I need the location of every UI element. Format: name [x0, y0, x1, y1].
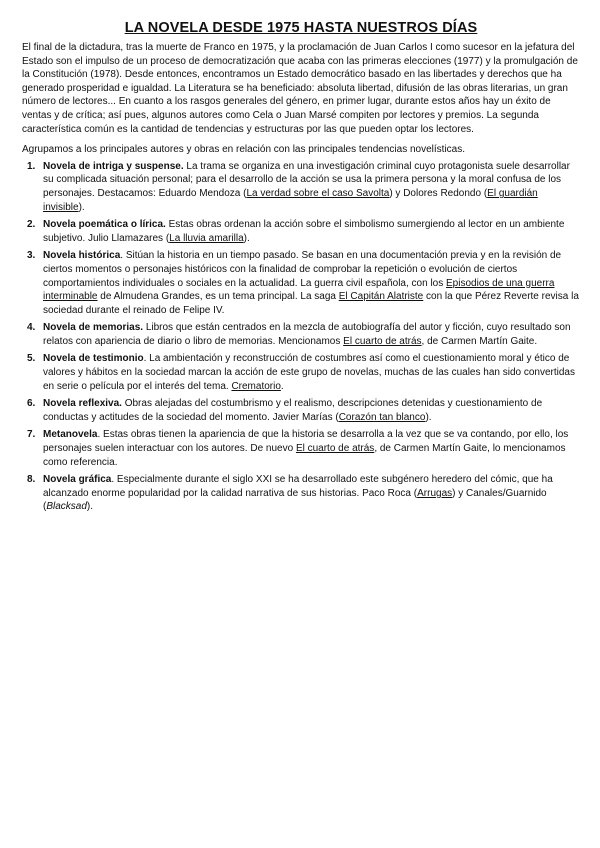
list-item-metanovela	[22, 428, 580, 469]
item-number: 8.	[27, 474, 36, 486]
item-heading: Novela gráfica	[43, 474, 112, 486]
item-heading: Novela reflexiva.	[43, 398, 122, 410]
work-title: El cuarto de atrás	[343, 335, 422, 347]
item-text: Libros que están centrados en la mezcla de autobiografía del autor y ficción, cuyo resultado son relatos con apariencia de diario o libro de memorias. Mencionamos	[43, 322, 571, 347]
item-text: .	[280, 380, 284, 392]
work-title: El cuarto de atrás	[295, 443, 375, 455]
item-text: . Sitúan la historia en un tiempo pasado. Se basan en una documentación previa y en la revisión de ciertos momentos o personajes históricos con la finalidad de comprobar la repetición o evolución de ciertos comportamientos individuales o sociales en la actualidad. La guerra civil española, con los	[43, 250, 562, 289]
work-title: El guardián invisible	[43, 187, 538, 213]
work-title: Crematorio	[231, 380, 281, 392]
item-text: ) y Canales/Guarnido (	[43, 487, 547, 513]
work-title: Blacksad	[46, 501, 87, 513]
item-heading: Novela de memorias.	[43, 322, 144, 334]
list-item-lirica	[22, 218, 580, 245]
item-text: ).	[243, 232, 250, 244]
list-item-testimonio	[22, 352, 580, 393]
item-number: 4.	[27, 322, 36, 334]
work-title: El Capitán Alatriste	[338, 291, 424, 303]
list-item-intriga	[22, 160, 580, 214]
work-title: La verdad sobre el caso Savolta	[246, 187, 390, 199]
item-number: 1.	[27, 160, 36, 172]
item-text: , de Carmen Martín Gaite, lo mencionamos como referencia.	[43, 443, 566, 468]
item-text: . Especialmente durante el siglo XXI se ha desarrollado este subgénero heredero del cómic, que ha alcanzado enorme popularidad por la calidad narrativa de sus historias. Paco Roca (	[43, 474, 553, 499]
work-title: Episodios de una guerra interminable	[43, 277, 555, 303]
list-item-historica	[22, 249, 580, 317]
intro-paragraph: El final de la dictadura, tras la muerte de Franco en 1975, y la proclamación de Juan Carlos I como sucesor en la jefatura del Estado son el impulso de un proceso de democratización que acaba con las primeras elecciones (1977) y la promulgación de la Constitución (1978). Desde entonces, encontramos un Estado democrático basado en las libertades y derechos que ha generado prosperidad e igualdad. La Literatura se ha beneficiado: absoluta libertad, difusión de las obras literarias, un gran número de lectores... En cuanto a los rasgos generales del género, en primer lugar, durante estos años hay un éxito de ventas y de crítica; así pues, algunos autores como Cela o Juan Marsé compiten por lectores y premios. La segunda característica común es la cantidad de tendencias y estructuras por las que pueden optar los lectores.	[22, 42, 578, 135]
work-title: La lluvia amarilla	[169, 232, 244, 244]
item-text: ).	[425, 411, 432, 423]
item-text: . Estas obras tienen la apariencia de que la historia se desarrolla a la vez que se va contando, por ello, los personajes suelen interactuar con los autores. De nuevo	[43, 429, 569, 455]
lead-paragraph: Agrupamos a los principales autores y obras en relación con las principales tendencias novelísticas.	[22, 144, 466, 156]
item-number: 3.	[27, 250, 36, 262]
item-text: ) y Dolores Redondo (	[389, 187, 488, 199]
item-text: La trama se organiza en una investigación criminal cuyo protagonista suele desarrollar su complicada situación personal; para el desarrollo de la acción se usa la primera persona y la moral confusa de los personajes. Destacamos: Eduardo Mendoza (	[43, 160, 570, 199]
item-heading: Novela de intriga y suspense.	[43, 160, 184, 172]
item-heading: Metanovela	[43, 429, 98, 441]
item-number: 5.	[27, 353, 36, 365]
item-heading: Novela poemática o lírica.	[43, 219, 166, 231]
item-text: ).	[78, 201, 85, 213]
item-text: de Almudena Grandes, es un tema principal. La saga	[97, 291, 339, 303]
item-text: Obras alejadas del costumbrismo y el realismo, descripciones detenidas y cuestionamiento de conductas y actitudes de la sociedad del momento. Javier Marías (	[43, 398, 543, 423]
list-item-grafica	[22, 473, 580, 514]
item-number: 7.	[27, 429, 36, 441]
item-number: 2.	[27, 219, 36, 231]
item-text: Estas obras ordenan la acción sobre el simbolismo sumergiendo al lector en un ambiente subjetivo. Julio Llamazares (	[43, 219, 565, 244]
item-number: 6.	[27, 398, 36, 410]
document-page	[22, 20, 580, 518]
item-text: con la que Pérez Reverte revisa la sociedad durante el reinado de Felipe IV.	[43, 291, 579, 316]
item-heading: Novela histórica	[43, 250, 121, 262]
item-heading: Novela de testimonio	[43, 353, 144, 365]
work-title: Corazón tan blanco	[338, 411, 426, 423]
item-text: ).	[86, 501, 94, 513]
item-text: . La ambientación y reconstrucción de costumbres así como el cuestionamiento moral y ético de valores y hábitos en la sociedad marcan la acción de este grupo de novelas, muchas de las cuales han sido convertidas en serie o película por el interés del tema.	[43, 353, 575, 392]
list-item-reflexiva	[22, 397, 580, 424]
document-title: LA NOVELA DESDE 1975 HASTA NUESTROS DÍAS	[124, 20, 478, 36]
item-text: , de Carmen Martín Gaite.	[421, 335, 538, 347]
work-title: Arrugas	[417, 487, 453, 499]
list-item-memorias	[22, 321, 580, 348]
tendencies-list	[22, 160, 580, 514]
